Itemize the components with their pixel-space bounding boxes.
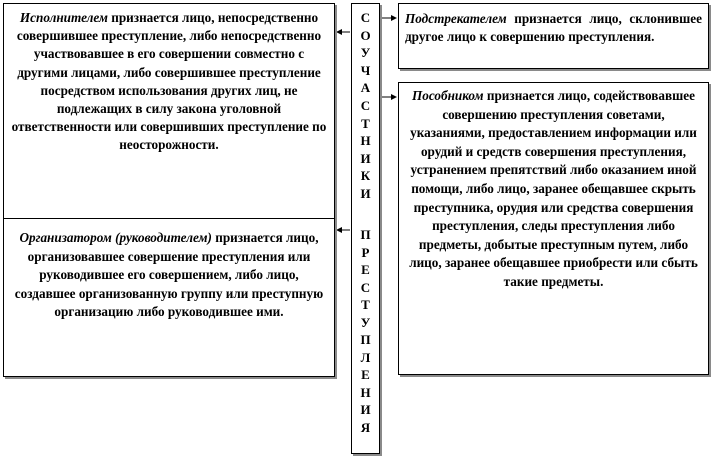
vertical-letter: Р (361, 244, 370, 260)
accomplice-text: признается лицо, содействовавшее совершению преступления советами, указаниями, предоставлением информации или орудий и средств совершения преступления, устранением препятствий либо оказанием иной помощи, либо лицо, заранее обещавшее скрыть преступника, орудия или средства совершения преступления, следы преступления либо предметы, добытые преступным путем, либо лицо, заранее обещавшее приобрести или сбыть такие предметы. (409, 88, 698, 289)
vertical-letter: П (360, 332, 371, 347)
instigator-term: Подстрекателем (405, 11, 507, 26)
vertical-letter: И (360, 150, 371, 166)
arrowhead-organizer (336, 227, 342, 233)
accomplice-definition (405, 87, 702, 292)
instigator-definition (405, 10, 702, 46)
vertical-letter: К (360, 168, 371, 184)
vertical-letter: Н (360, 384, 371, 400)
vertical-letter: С (360, 97, 371, 113)
vertical-letter: Ч (360, 62, 371, 78)
executor-term: Исполнителем (19, 10, 108, 25)
vertical-title-word-2 (352, 226, 379, 436)
vertical-letter: У (360, 45, 371, 61)
vertical-letter: А (360, 80, 371, 96)
vertical-letter: Я (360, 419, 371, 435)
arrowhead-accomplice (391, 94, 397, 100)
vertical-title-word-1 (352, 9, 379, 203)
vertical-letter: Н (360, 133, 371, 149)
vertical-letter: Л (360, 349, 371, 365)
accomplice-box (398, 82, 709, 375)
vertical-letter: С (360, 10, 371, 25)
left-roles-panel (3, 3, 335, 377)
arrowhead-executor (336, 29, 342, 35)
executor-definition (10, 9, 328, 155)
organizer-definition (10, 229, 328, 322)
vertical-letter: П (360, 227, 371, 242)
vertical-letter: Т (361, 297, 370, 312)
left-panel-divider (4, 218, 334, 219)
vertical-letter: С (360, 279, 371, 295)
organizer-term: Организатором (руководителем) (19, 230, 212, 245)
center-title-box (351, 3, 380, 454)
arrowhead-instigator (391, 15, 397, 21)
executor-text: признается лицо, непосредственно совершившее преступление, либо непосредственно участвовавшее в его совершении совместно с другими лицами, либо совершившее преступление посредством использования других лиц, не подлежащих в силу закона уголовной ответственности или совершивших преступление по неосторожности. (11, 10, 327, 153)
accomplice-term: Пособником (412, 88, 484, 103)
organizer-text: признается лицо, организовавшее совершение преступления или руководившее его совершением, либо лицо, создавшее организованную группу или преступную организацию либо руководившее ими. (14, 230, 324, 320)
vertical-letter: И (360, 185, 371, 201)
vertical-letter: У (360, 314, 371, 330)
vertical-letter: Е (361, 262, 370, 277)
instigator-text: признается лицо, склонившее другое лицо к совершению преступления. (405, 11, 702, 44)
vertical-letter: Т (361, 115, 370, 131)
vertical-letter: И (360, 402, 371, 417)
vertical-letter: Е (361, 367, 370, 382)
instigator-box (398, 3, 709, 69)
vertical-letter: О (360, 27, 371, 43)
